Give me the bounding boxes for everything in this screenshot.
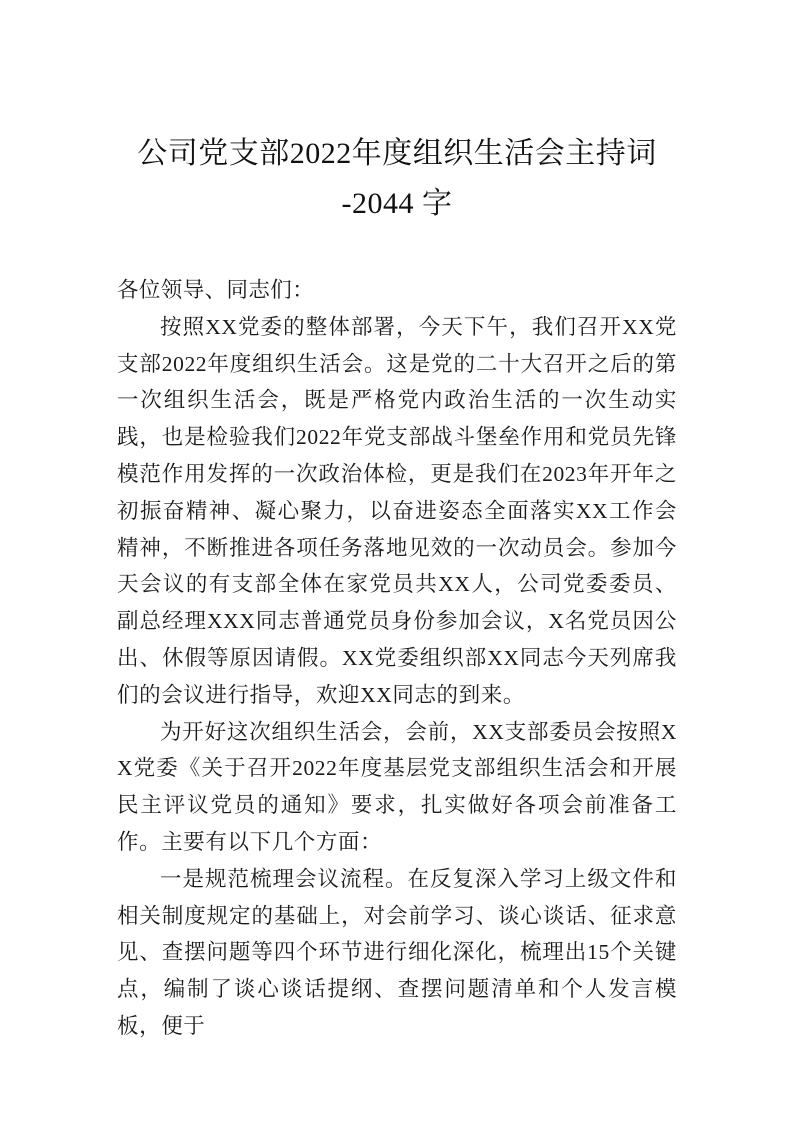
paragraph-salutation: 各位领导、同志们：: [117, 278, 315, 302]
page-title-line-1: 公司党支部2022年度组织生活会主持词: [137, 137, 657, 170]
document-content: [117, 130, 677, 1045]
page-title: [117, 130, 677, 228]
paragraph-opening-remarks: 按照XX党委的整体部署，今天下午，我们召开XX党支部2022年度组织生活会。这是党的二十大召开之后的第一次组织生活会，既是严格党内政治生活的一次生动实践，也是检验我们2022年党支部战斗堡垒作用和党员先锋模范作用发挥的一次政治体检，更是我们在2023年开年之初振奋精神、凝心聚力，以奋进姿态全面落实XX工作会精神，不断推进各项任务落地见效的一次动员会。参加今天会议的有支部全体在家党员共XX人，公司党委委员、副总经理XXX同志普通党员身份参加会议，X名党员因公出、休假等原因请假。XX党委组织部XX同志今天列席我们的会议进行指导，欢迎XX同志的到来。: [117, 314, 677, 707]
paragraph-preparation-overview: 为开好这次组织生活会，会前，XX支部委员会按照XX党委《关于召开2022年度基层党支部组织生活会和开展民主评议党员的通知》要求，扎实做好各项会前准备工作。主要有以下几个方面：: [117, 719, 677, 854]
paragraph-preparation-item-one: 一是规范梳理会议流程。在反复深入学习上级文件和相关制度规定的基础上，对会前学习、谈心谈话、征求意见、查摆问题等四个环节进行细化深化，梳理出15个关键点，编制了谈心谈话提纲、查摆问题清单和个人发言模板，便于: [117, 866, 677, 1038]
page-title-line-2: -2044 字: [341, 187, 453, 220]
document-paragraphs: [117, 272, 677, 1045]
